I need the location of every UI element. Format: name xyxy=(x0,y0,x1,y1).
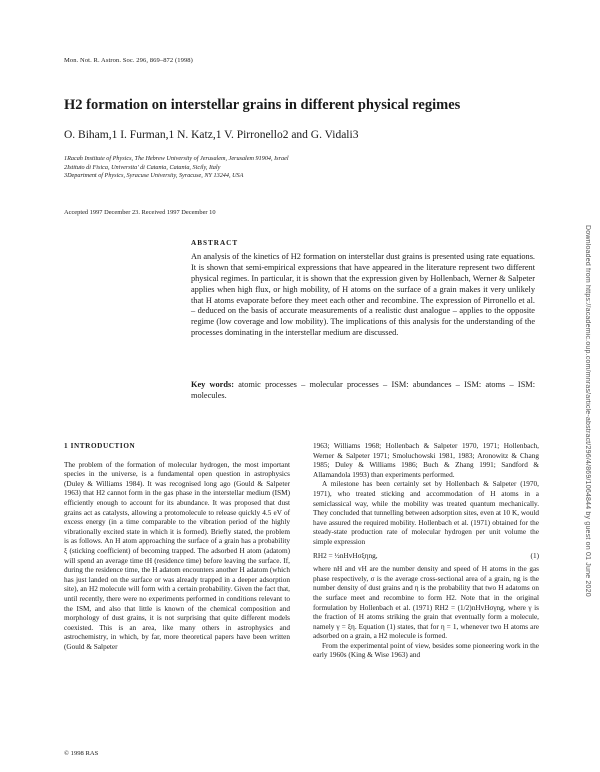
download-watermark: Downloaded from https://academic.oup.com/mnras/article-abstract/296/4/869/1064844 by guest on 01 June 2020 xyxy=(584,225,591,597)
affiliation-1: 1Racah Institute of Physics, The Hebrew University of Jerusalem, Jerusalem 91904, Israel xyxy=(64,155,289,162)
affiliations xyxy=(64,155,289,181)
equation-expression: RH2 = ½nHvHσξηng, xyxy=(313,551,378,560)
abstract-text: An analysis of the kinetics of H2 formation on interstellar dust grains is presented using rate equations. It is shown that semi-empirical expressions that have appeared in the literature represent two different physical regimes. In particular, it is shown that the expression given by Hollenbach, Werner & Salpeter applies when high flux, or high mobility, of H atoms on the surface of a grain makes it very unlikely that H atoms evaporate before they meet each other and recombine. The expression of Pirronello et al. – deduced on the basis of accurate measurements of a realistic dust analogue – applies to the opposite regime (low coverage and low mobility). The implications of this analysis for the understanding of the processes dominating in the interstellar medium are discussed. xyxy=(191,251,535,338)
section-heading: 1 INTRODUCTION xyxy=(64,442,136,450)
paper-title: H2 formation on interstellar grains in different physical regimes xyxy=(64,97,461,113)
affiliation-2: 2Istituto di Fisica, Universita' di Catania, Catania, Sicily, Italy xyxy=(64,163,221,171)
copyright-notice: © 1998 RAS xyxy=(64,750,99,757)
intro-paragraph-3: A milestone has been certainly set by Hollenbach & Salpeter (1970, 1971), who treated sticking and accommodation of H atoms in a semiclassical way, while the mobility was treated quantum mechanically. They concluded that tunnelling between adsorption sites, even at 10 K, would have assured the required mobility. Hollenbach et al. (1971) obtained for the steady-state production rate of molecular hydrogen per unit volume the simple expression xyxy=(313,480,539,546)
equation-1 xyxy=(313,552,539,562)
author-list: O. Biham,1 I. Furman,1 N. Katz,1 V. Pirronello2 and G. Vidali3 xyxy=(64,129,359,141)
column-left xyxy=(64,442,290,652)
journal-citation: Mon. Not. R. Astron. Soc. 296, 869–872 (1998) xyxy=(64,57,193,64)
equation-number: (1) xyxy=(530,551,539,560)
intro-paragraph-2: 1963; Williams 1968; Hollenbach & Salpeter 1970, 1971; Hollenbach, Werner & Salpeter 1971; Smoluchowski 1981, 1983; Aronowitz & Chang 1985; Duley & Williams 1986; Buch & Zhang 1991; Sandford & Allamandola 1993) than experiments performed. xyxy=(313,442,539,479)
intro-paragraph-5: From the experimental point of view, besides some pioneering work in the early 1960s (King & Wise 1963) and xyxy=(313,641,539,660)
intro-paragraph-1: The problem of the formation of molecular hydrogen, the most important species in the universe, is a fundamental open question in astrophysics (Duley & Williams 1984). It was recognised long ago (Gould & Salpeter 1963) that H2 cannot form in the gas phase in the interstellar medium (ISM) efficiently enough to account for its abundance. It was proposed that dust grains act as catalysts, allowing a protomolecule to release quickly 4.5 eV of excess energy (in a time comparable to the vibration period of the highly vibrationally excited state in which it is formed). Briefly stated, the problem is as follows. An H atom approaching the surface of a grain has a probability ξ (sticking coefficient) of becoming trapped. The adsorbed H atom (adatom) will spend an average time tH (residence time) before leaving the surface. If, during the residence time, the H adatom encounters another H adatom (which has just landed on the surface or was already trapped in a deeper adsorption site), an H2 molecule will form with a certain probability. Given the fact that, until recently, there were no experiments performed in conditions relevant to the ISM, and also that little is known of the chemical composition and morphology of dust grains, it is not surprising that quite different models coexisted. This is an area, like many others in astrophysics and astrochemistry, in which, by far, more theoretical papers have been written (Gould & Salpeter xyxy=(64,460,290,651)
keywords-label: Key words: xyxy=(191,380,234,389)
received-accepted-dates: Accepted 1997 December 23. Received 1997 December 10 xyxy=(64,209,216,216)
affiliation-3: 3Department of Physics, Syracuse University, Syracuse, NY 13244, USA xyxy=(64,172,244,180)
column-right xyxy=(313,442,539,661)
keywords-block xyxy=(191,380,535,402)
abstract-heading: ABSTRACT xyxy=(191,239,239,247)
keywords-text: atomic processes – molecular processes – ISM: abundances – ISM: atoms – ISM: molecules. xyxy=(191,380,535,400)
abstract-block xyxy=(191,238,535,339)
intro-paragraph-4: where nH and vH are the number density and speed of H atoms in the gas phase respectively, σ is the average cross-sectional area of a grain, ng is the number density of dust grains and η is the probability that two H adatoms on the surface meet and recombine to form H2. Note that in the original formulation by Hollenbach et al. (1971) RH2 = (1/2)nHvHσγng, where γ is the fraction of H atoms striking the grain that eventually form a molecule, namely γ = ξη. Equation (1) states, that for η = 1, whenever two H atoms are adsorbed on a grain, a H2 molecule is formed. xyxy=(313,565,539,641)
